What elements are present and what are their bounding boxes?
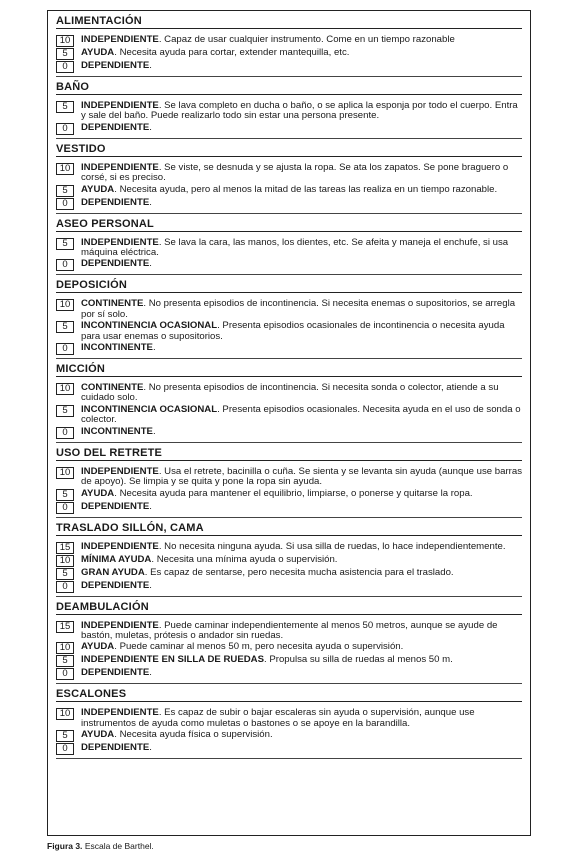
item-description: . <box>149 60 152 71</box>
item-text <box>81 61 522 71</box>
score-box: 10 <box>56 383 74 395</box>
score-box: 0 <box>56 743 74 755</box>
item-description: . Puede caminar al menos 50 m, pero necesita ayuda o supervisión. <box>114 641 404 653</box>
item-label: INCONTINENCIA OCASIONAL <box>81 320 218 332</box>
score-box: 0 <box>56 259 74 271</box>
barthel-scale-frame <box>47 10 531 836</box>
section-items <box>56 536 522 597</box>
item-description: . <box>149 579 152 591</box>
section-title: TRASLADO SILLÓN, CAMA <box>56 518 522 536</box>
item-description: . Es capaz de sentarse, pero necesita mucha asistencia para el traslado. <box>144 566 454 578</box>
section <box>56 275 522 359</box>
score-box: 5 <box>56 321 74 333</box>
scale-item <box>56 555 522 567</box>
scale-item <box>56 405 522 426</box>
section-items <box>56 29 522 77</box>
scale-item <box>56 427 522 439</box>
scale-item <box>56 708 522 729</box>
score-box: 5 <box>56 655 74 667</box>
item-label: INDEPENDIENTE <box>81 236 159 248</box>
item-label: DEPENDIENTE <box>81 121 150 133</box>
scale-item <box>56 581 522 593</box>
item-label: INDEPENDIENTE <box>81 540 159 552</box>
scale-item <box>56 61 522 73</box>
item-text <box>81 467 522 488</box>
item-description: . Se viste, se desnuda y se ajusta la ropa. Se ata los zapatos. Se pone braguero o corsé, si es preciso. <box>81 161 509 184</box>
scale-item <box>56 101 522 122</box>
score-box: 5 <box>56 730 74 742</box>
item-label: CONTINENTE <box>81 298 144 310</box>
item-text <box>81 581 522 591</box>
item-label: GRAN AYUDA <box>81 566 145 578</box>
item-label: DEPENDIENTE <box>81 196 150 208</box>
item-label: DEPENDIENTE <box>81 667 150 679</box>
section-title: DEAMBULACIÓN <box>56 597 522 615</box>
item-text <box>81 489 522 499</box>
scale-item <box>56 668 522 680</box>
score-box: 5 <box>56 568 74 580</box>
item-text <box>81 708 522 729</box>
figure-caption <box>47 841 154 851</box>
score-box: 10 <box>56 467 74 479</box>
item-text <box>81 299 522 320</box>
scale-item <box>56 198 522 210</box>
item-text <box>81 655 522 665</box>
scale-item <box>56 163 522 184</box>
scale-item <box>56 730 522 742</box>
scale-item <box>56 642 522 654</box>
item-text <box>81 730 522 740</box>
item-text <box>81 238 522 259</box>
item-description: . Es capaz de subir o bajar escaleras sin ayuda o supervisión, aunque use instrumentos de ayuda como muletas o bastones o se apoye en la barandilla. <box>81 707 475 729</box>
section <box>56 77 522 139</box>
item-description: . Necesita ayuda física o supervisión. <box>114 729 273 741</box>
item-label: CONTINENTE <box>81 382 144 394</box>
item-description: . Se lava completo en ducha o baño, o se aplica la esponja por todo el cuerpo. Entra y sale del baño. Puede realizarlo todo sin estar una persona presente. <box>81 100 518 122</box>
section-items <box>56 157 522 214</box>
item-description: . No presenta episodios de incontinencia. Si necesita enemas o supositorios, se arregla por sí solo. <box>81 298 516 320</box>
item-text <box>81 185 522 195</box>
item-description: . Presenta episodios ocasionales de incontinencia o necesita ayuda para usar enemas o supositorios. <box>81 320 505 342</box>
section-items <box>56 95 522 139</box>
item-text <box>81 405 522 426</box>
item-description: . <box>149 258 152 270</box>
item-text <box>81 668 522 678</box>
scale-item <box>56 568 522 580</box>
scale-item <box>56 238 522 259</box>
item-description: . <box>149 500 152 512</box>
section-title: USO DEL RETRETE <box>56 443 522 461</box>
item-label: AYUDA <box>81 729 115 741</box>
item-label: INCONTINENTE <box>81 342 153 354</box>
item-text <box>81 321 522 342</box>
section-items <box>56 377 522 443</box>
score-box: 0 <box>56 427 74 439</box>
section-title: VESTIDO <box>56 139 522 157</box>
score-box: 0 <box>56 581 74 593</box>
item-label: INDEPENDIENTE <box>81 100 159 111</box>
score-box: 0 <box>56 668 74 680</box>
section-title: ASEO PERSONAL <box>56 214 522 232</box>
item-label: INDEPENDIENTE <box>81 34 159 45</box>
item-description: . Necesita ayuda, pero al menos la mitad de las tareas las realiza en un tiempo razonable. <box>114 183 498 195</box>
item-text <box>81 427 522 437</box>
scale-item <box>56 467 522 488</box>
item-label: AYUDA <box>81 641 115 653</box>
item-text <box>81 383 522 404</box>
item-label: INDEPENDIENTE <box>81 619 159 631</box>
scale-item <box>56 185 522 197</box>
item-label: MÍNIMA AYUDA <box>81 553 152 565</box>
item-description: . Puede caminar independientemente al menos 50 metros, aunque se ayude de bastón, muletas, prótesis o andador sin ruedas. <box>81 619 498 641</box>
item-text <box>81 568 522 578</box>
item-description: . Presenta episodios ocasionales. Necesita ayuda en el uso de sonda o colector. <box>81 403 521 426</box>
section-title: DEPOSICIÓN <box>56 275 522 293</box>
section-items <box>56 293 522 359</box>
score-box: 10 <box>56 708 74 720</box>
score-box: 5 <box>56 185 74 197</box>
section-title: BAÑO <box>56 77 522 95</box>
score-box: 5 <box>56 489 74 501</box>
item-label: AYUDA <box>81 487 115 499</box>
section <box>56 11 522 77</box>
score-box: 5 <box>56 48 74 60</box>
section-items <box>56 615 522 685</box>
scale-item <box>56 48 522 60</box>
item-text <box>81 163 522 184</box>
item-description: . <box>152 342 156 354</box>
item-description: . <box>149 667 152 679</box>
score-box: 0 <box>56 198 74 210</box>
item-label: DEPENDIENTE <box>81 579 150 591</box>
caption-label: Figura 3. <box>47 841 83 851</box>
item-description: . No necesita ninguna ayuda. Si usa silla de ruedas, lo hace independientemente. <box>158 540 506 552</box>
scale-item <box>56 743 522 755</box>
item-text <box>81 621 522 642</box>
scale-item <box>56 489 522 501</box>
section <box>56 443 522 518</box>
scale-item <box>56 655 522 667</box>
item-description: . <box>149 742 152 754</box>
item-description: . Capaz de usar cualquier instrumento. Come en un tiempo razonable <box>158 34 455 45</box>
section <box>56 518 522 597</box>
section-title: ALIMENTACIÓN <box>56 11 522 29</box>
section-title: ESCALONES <box>56 684 522 702</box>
section <box>56 597 522 685</box>
item-label: INDEPENDIENTE <box>81 161 159 173</box>
item-label: DEPENDIENTE <box>81 500 150 512</box>
scale-item <box>56 502 522 514</box>
section <box>56 684 522 759</box>
item-label: AYUDA <box>81 183 115 195</box>
score-box: 15 <box>56 542 74 554</box>
score-box: 5 <box>56 405 74 417</box>
item-description: . Propulsa su silla de ruedas al menos 50 m. <box>264 654 453 666</box>
caption-text: Escala de Barthel. <box>84 841 154 851</box>
item-text <box>81 123 522 133</box>
item-text <box>81 48 522 58</box>
scale-item <box>56 621 522 642</box>
item-text <box>81 542 522 552</box>
score-box: 10 <box>56 642 74 654</box>
item-text <box>81 642 522 652</box>
scale-item <box>56 299 522 320</box>
scale-item <box>56 383 522 404</box>
item-text <box>81 502 522 512</box>
item-description: . Necesita una mínima ayuda o supervisión. <box>151 553 338 565</box>
scale-item <box>56 321 522 342</box>
item-text <box>81 743 522 753</box>
item-label: DEPENDIENTE <box>81 258 150 270</box>
item-label: INCONTINENTE <box>81 425 153 437</box>
scale-item <box>56 259 522 271</box>
score-box: 5 <box>56 238 74 250</box>
item-label: INDEPENDIENTE EN SILLA DE RUEDAS <box>81 654 265 666</box>
score-box: 5 <box>56 101 74 113</box>
score-box: 0 <box>56 343 74 355</box>
item-text <box>81 198 522 208</box>
item-text <box>81 101 522 122</box>
section-title: MICCIÓN <box>56 359 522 377</box>
score-box: 10 <box>56 299 74 311</box>
item-description: . Necesita ayuda para cortar, extender mantequilla, etc. <box>114 47 350 58</box>
section-items <box>56 702 522 759</box>
score-box: 0 <box>56 123 74 135</box>
score-box: 15 <box>56 621 74 633</box>
item-label: AYUDA <box>81 47 115 58</box>
item-label: INDEPENDIENTE <box>81 465 159 477</box>
item-description: . <box>149 196 152 208</box>
score-box: 0 <box>56 61 74 73</box>
item-description: . Se lava la cara, las manos, los dientes, etc. Se afeita y maneja el enchufe, si usa máquina eléctrica. <box>81 236 509 259</box>
section <box>56 214 522 276</box>
scale-item <box>56 343 522 355</box>
score-box: 0 <box>56 502 74 514</box>
score-box: 10 <box>56 163 74 175</box>
section-items <box>56 232 522 276</box>
section <box>56 139 522 214</box>
item-text <box>81 35 522 45</box>
score-box: 10 <box>56 35 74 47</box>
item-label: INCONTINENCIA OCASIONAL <box>81 403 218 415</box>
item-label: DEPENDIENTE <box>81 60 150 71</box>
scale-item <box>56 123 522 135</box>
item-description: . <box>149 121 152 133</box>
item-label: INDEPENDIENTE <box>81 707 159 719</box>
score-box: 10 <box>56 555 74 567</box>
item-label: DEPENDIENTE <box>81 742 150 754</box>
item-description: . Usa el retrete, bacinilla o cuña. Se sienta y se levanta sin ayuda (aunque use barras de apoyo). Se limpia y se quita y pone la ropa sin ayuda. <box>81 465 523 488</box>
item-description: . <box>152 425 156 437</box>
scale-item <box>56 35 522 47</box>
item-text <box>81 555 522 565</box>
section-items <box>56 461 522 518</box>
item-description: . Necesita ayuda para mantener el equilibrio, limpiarse, o ponerse y quitarse la ropa. <box>114 487 473 499</box>
section <box>56 359 522 443</box>
item-text <box>81 343 522 353</box>
scale-item <box>56 542 522 554</box>
item-text <box>81 259 522 269</box>
item-description: . No presenta episodios de incontinencia. Si necesita sonda o colector, atiende a su cuidado solo. <box>81 382 499 404</box>
